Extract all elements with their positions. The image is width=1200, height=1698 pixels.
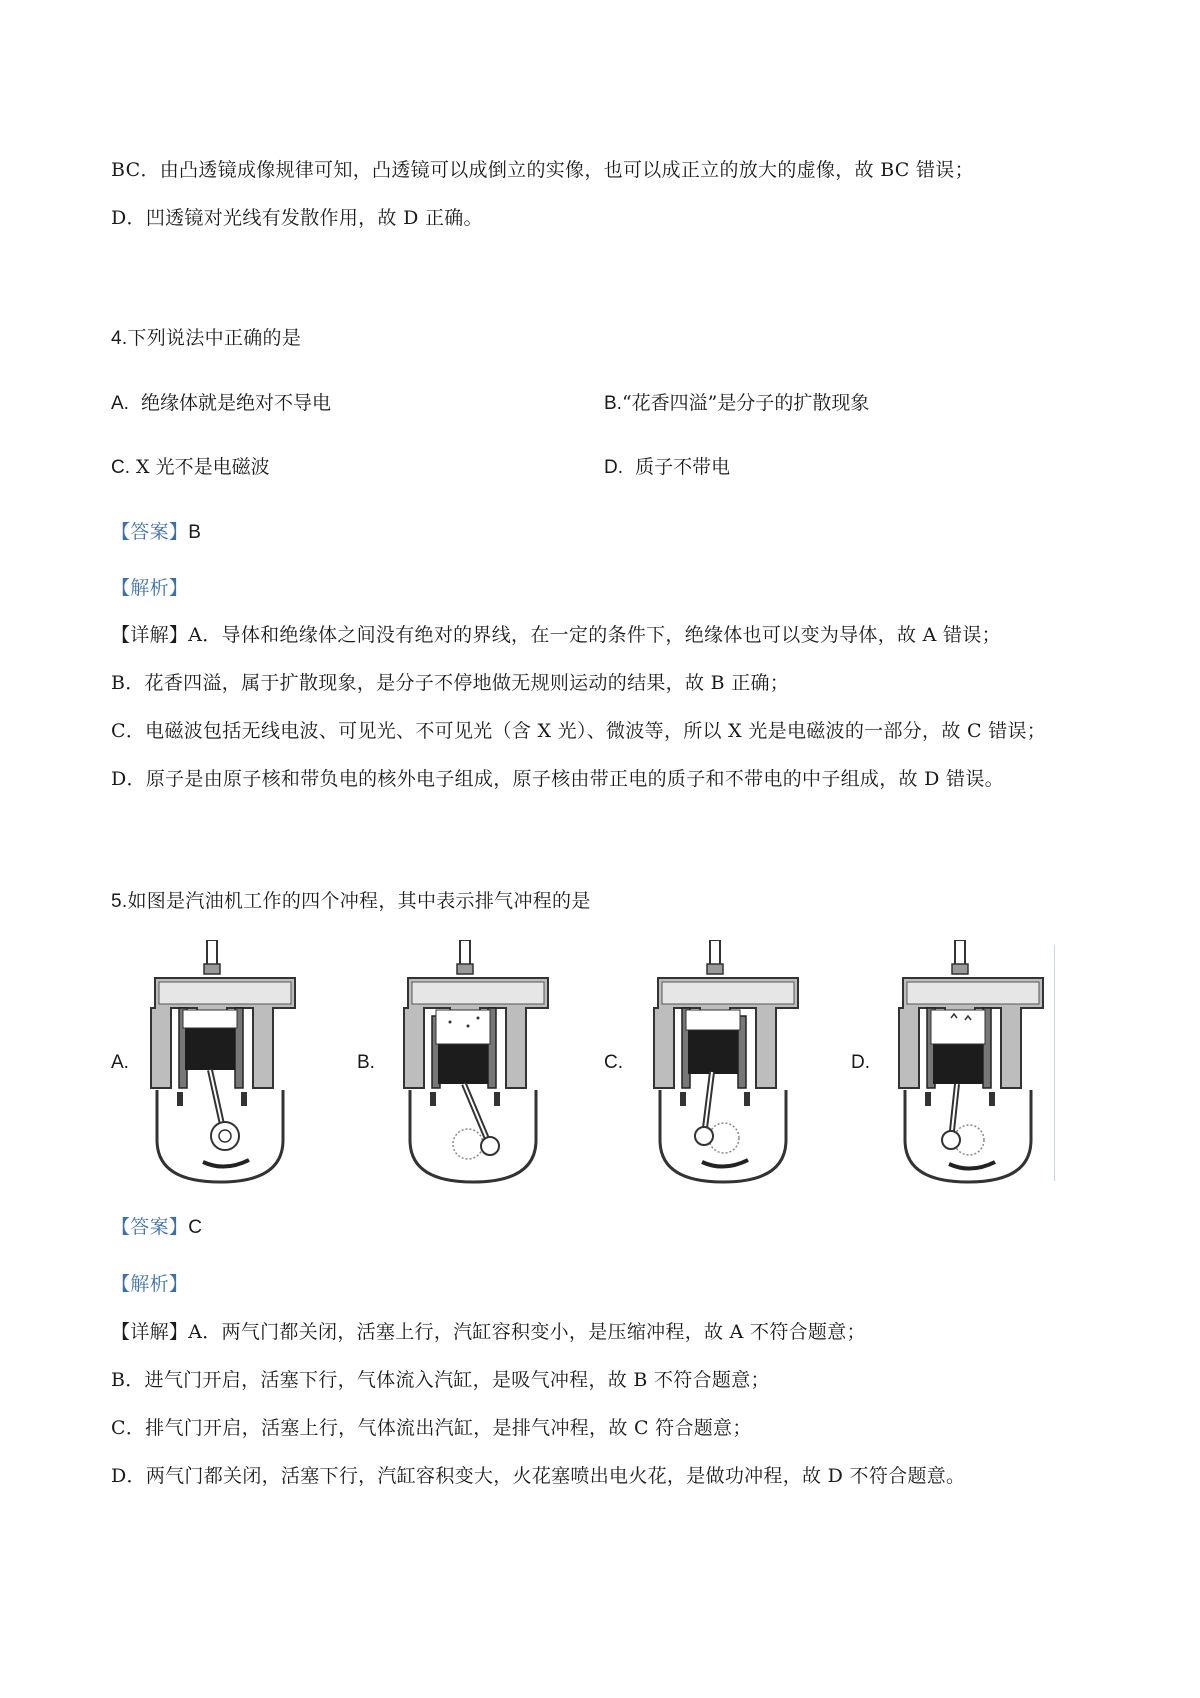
engine-diagram-b <box>398 940 608 1190</box>
q4-option-b <box>604 390 869 417</box>
q5-stem: 5.如图是汽油机工作的四个冲程，其中表示排气冲程的是 <box>111 891 591 912</box>
spark-plug-icon <box>460 940 470 966</box>
q4-answer-tag: 【答案】 <box>111 521 189 543</box>
q4-answer-line <box>111 519 201 546</box>
spark-plug-icon <box>207 940 217 966</box>
explanation-bc: BC．由凸透镜成像规律可知，凸透镜可以成倒立的实像，也可以成正立的放大的虚像，故 BC 错误； <box>111 159 974 181</box>
q4-detail-b: B．花香四溢，属于扩散现象，是分子不停地做无规则运动的结果，故 B 正确； <box>111 672 790 694</box>
q4-option-a-letter: A. <box>111 393 129 414</box>
spark-plug-icon <box>955 940 965 966</box>
figure-label-c: C. <box>604 1052 623 1073</box>
q4-option-d-text: 质子不带电 <box>635 456 731 478</box>
spark-plug-icon <box>710 940 720 966</box>
q5-detail-b: B．进气门开启，活塞下行，气体流入汽缸，是吸气冲程，故 B 不符合题意； <box>111 1369 770 1391</box>
q5-answer: C <box>188 1217 203 1238</box>
q5-detail-c: C．排气门开启，活塞上行，气体流出汽缸，是排气冲程，故 C 符合题意； <box>111 1417 752 1439</box>
q4-detail-c: C．电磁波包括无线电波、可见光、不可见光（含 X 光）、微波等，所以 X 光是电磁波的一部分，故 C 错误； <box>111 720 1047 742</box>
q4-option-d <box>604 454 730 481</box>
explanation-d: D．凹透镜对光线有发散作用，故 D 正确。 <box>111 207 483 229</box>
q4-option-d-letter: D. <box>604 457 623 478</box>
q5-answer-tag: 【答案】 <box>111 1216 189 1238</box>
q4-option-b-text: “花香四溢”是分子的扩散现象 <box>621 392 870 414</box>
figure-edge-line <box>1054 945 1055 1181</box>
q4-option-b-letter: B. <box>604 393 622 414</box>
engine-diagram-a <box>145 940 355 1190</box>
q4-option-c-letter: C. <box>111 457 130 478</box>
q4-stem: 4.下列说法中正确的是 <box>111 328 302 349</box>
figure-label-a: A. <box>111 1052 129 1073</box>
q4-analysis-tag: 【解析】 <box>111 577 189 599</box>
q4-option-a <box>111 390 331 417</box>
q5-detail-a: 【详解】A．两气门都关闭，活塞上行，汽缸容积变小，是压缩冲程，故 A 不符合题意； <box>111 1321 866 1343</box>
q4-detail-a: 【详解】A．导体和绝缘体之间没有绝对的界线，在一定的条件下，绝缘体也可以变为导体，故 A 错误； <box>111 624 1001 646</box>
figure-label-b: B. <box>357 1052 375 1073</box>
q5-analysis-tag: 【解析】 <box>111 1273 189 1295</box>
engine-diagram-d <box>893 940 1103 1190</box>
q5-answer-line <box>111 1214 202 1241</box>
q4-answer: B <box>188 522 202 543</box>
engine-diagram-c <box>648 940 858 1190</box>
q4-option-c-text: X 光不是电磁波 <box>136 456 270 478</box>
q5-detail-d: D．两气门都关闭，活塞下行，汽缸容积变大，火花塞喷出电火花，是做功冲程，故 D 不符合题意。 <box>111 1465 966 1487</box>
q4-option-a-text: 绝缘体就是绝对不导电 <box>141 392 332 414</box>
q4-option-c <box>111 454 270 481</box>
q4-detail-d: D．原子是由原子核和带负电的核外电子组成，原子核由带正电的质子和不带电的中子组成，故 D 错误。 <box>111 768 1004 790</box>
figure-label-d: D. <box>851 1052 870 1073</box>
